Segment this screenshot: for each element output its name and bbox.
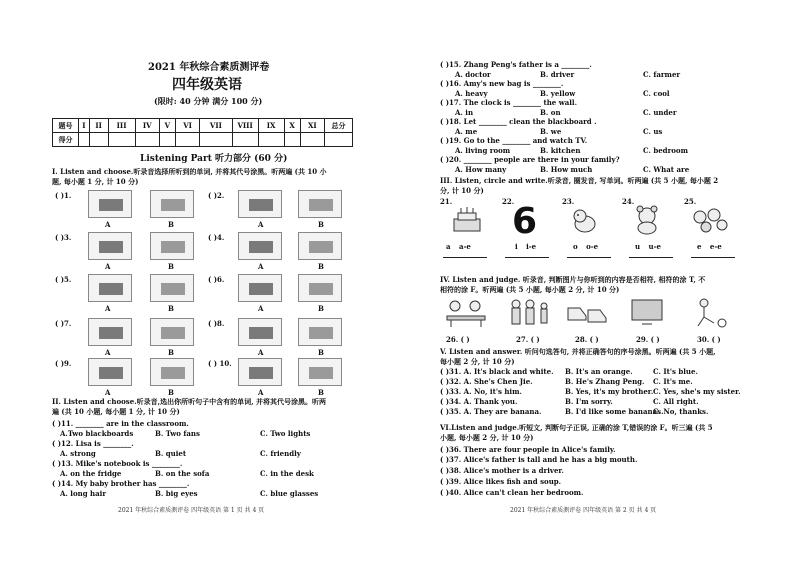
question-5-option-label[interactable]: B <box>168 304 174 313</box>
bathroom-picture-icon <box>88 318 132 346</box>
soup-picture-icon <box>298 358 342 386</box>
q32-option-c[interactable]: C. It's me. <box>653 377 693 386</box>
shoes-icon <box>566 300 608 326</box>
picture-figure <box>161 199 185 211</box>
question-9-option-label[interactable]: A <box>105 388 111 397</box>
q22-number: 22. <box>502 197 515 206</box>
picture-figure <box>309 327 333 339</box>
question-14: ( )14. My baby brother has ________. <box>52 479 190 488</box>
section-6-instructions: VI.Listen and judge.听短文, 判断句子正误, 正确的涂 T,错误的涂 F。听三遍 (共 5 <box>440 423 713 432</box>
q16-option-c[interactable]: C. cool <box>643 89 670 98</box>
score-cell[interactable] <box>159 133 175 147</box>
score-header-cell: XI <box>300 119 324 133</box>
q18-option-c[interactable]: C. us <box>643 127 663 136</box>
score-header-cell: IV <box>135 119 159 133</box>
score-cell[interactable] <box>258 133 284 147</box>
kitchen-picture-icon <box>150 318 194 346</box>
exam-title: 2021 年秋综合素质测评卷 <box>148 62 270 73</box>
chart-picture-icon <box>88 190 132 218</box>
picture-figure <box>99 283 123 295</box>
q16-option-b[interactable]: B. yellow <box>540 89 576 98</box>
q23-number: 23. <box>562 197 575 206</box>
score-row-label: 得分 <box>53 133 79 147</box>
section-3-instructions-cont: 分, 计 10 分) <box>440 186 484 195</box>
picture-figure <box>249 327 273 339</box>
score-cell[interactable] <box>79 133 90 147</box>
picture-figure <box>249 283 273 295</box>
girl-picture-icon <box>298 274 342 302</box>
score-header-cell: 题号 <box>53 119 79 133</box>
question-3-option-label[interactable]: B <box>168 262 174 271</box>
q14-option-c[interactable]: C. blue glasses <box>260 489 319 498</box>
score-cell[interactable] <box>135 133 159 147</box>
q21-number: 21. <box>440 197 453 206</box>
q12-option-b[interactable]: B. quiet <box>155 449 187 458</box>
question-2-option-label[interactable]: B <box>318 220 324 229</box>
car-picture-icon <box>238 232 282 260</box>
score-table-header-row <box>53 119 353 133</box>
question-40[interactable]: ( )40. Alice can't clean her bedroom. <box>440 488 584 497</box>
bed-picture-icon <box>298 190 342 218</box>
score-header-cell: VIII <box>232 119 258 133</box>
book-picture-icon <box>150 190 194 218</box>
section-1-instructions: I. Listen and choose.听录音选择所听到的单词, 并将其代号涂黑。听两遍 (共 10 小 <box>52 167 327 176</box>
q11-option-c[interactable]: C. Two lights <box>260 429 311 438</box>
q25-number: 25. <box>684 197 697 206</box>
question-16: ( )16. Amy's new bag is ________. <box>440 79 564 88</box>
score-table-score-row <box>53 133 353 147</box>
page-1-footer: 2021 年秋综合素质测评卷 四年级英语 第 1 页 共 4 页 <box>118 507 265 514</box>
q18-option-a[interactable]: A. me <box>455 127 478 136</box>
question-9-option-label[interactable]: B <box>168 388 174 397</box>
bear-toy-icon <box>632 205 662 235</box>
q31-option-b[interactable]: B. It's an orange. <box>565 367 633 376</box>
q32-option-b[interactable]: B. He's Zhang Peng. <box>565 377 645 386</box>
q19-option-b[interactable]: B. kitchen <box>540 146 581 155</box>
q31-option-c[interactable]: C. It's blue. <box>653 367 698 376</box>
section-6-instructions-cont: 小题, 每小题 2 分, 计 10 分) <box>440 433 534 442</box>
question-10-number[interactable]: ( ) 10. <box>208 359 232 368</box>
q26-answer[interactable]: 26. ( ) <box>446 335 470 344</box>
score-header-cell: X <box>284 119 300 133</box>
score-header-cell: 总分 <box>325 119 353 133</box>
section-3-instructions: III. Listen, circle and write.听录音, 圈发音, 写单词。听两遍 (共 5 小题, 每小题 2 <box>440 176 719 185</box>
score-header-cell: I <box>79 119 90 133</box>
picture-figure <box>99 241 123 253</box>
q12-option-a[interactable]: A. strong <box>60 449 96 458</box>
question-35[interactable]: ( )35. A. They are banana. <box>440 407 542 416</box>
picture-figure <box>161 367 185 379</box>
question-37[interactable]: ( )37. Alice's father is tall and he has a big mouth. <box>440 455 638 464</box>
question-10-option-label[interactable]: A <box>258 388 264 397</box>
q13-option-b[interactable]: B. on the sofa <box>155 469 210 478</box>
q13-option-a[interactable]: A. on the fridge <box>60 469 122 478</box>
question-19: ( )19. Go to the ________ and watch TV. <box>440 136 588 145</box>
section-2-instructions-cont: 遍 (共 10 小题, 每小题 1 分, 计 10 分) <box>52 407 180 416</box>
score-header-cell: VII <box>200 119 232 133</box>
q20-option-c[interactable]: C. What are <box>643 165 690 174</box>
table-picture-icon <box>238 190 282 218</box>
q17-option-c[interactable]: C. under <box>643 108 677 117</box>
picture-figure <box>161 327 185 339</box>
q28-answer[interactable]: 28. ( ) <box>575 335 599 344</box>
score-header-cell: III <box>108 119 135 133</box>
q11-option-a[interactable]: A.Two blackboards <box>60 429 134 438</box>
picture-figure <box>161 241 185 253</box>
question-1-option-label[interactable]: A <box>105 220 111 229</box>
question-39[interactable]: ( )39. Alice likes fish and soup. <box>440 477 562 486</box>
q27-answer[interactable]: 27. ( ) <box>516 335 540 344</box>
question-8-option-label[interactable]: A <box>258 348 264 357</box>
q17-option-b[interactable]: B. on <box>540 108 561 117</box>
q16-option-a[interactable]: A. heavy <box>455 89 488 98</box>
q29-answer[interactable]: 29. ( ) <box>636 335 660 344</box>
football-player-icon <box>690 298 730 328</box>
q13-option-c[interactable]: C. in the desk <box>260 469 314 478</box>
q11-option-b[interactable]: B. Two fans <box>155 429 200 438</box>
picture-figure <box>309 241 333 253</box>
q21-write-line[interactable] <box>443 257 487 258</box>
question-5-option-label[interactable]: A <box>105 304 111 313</box>
score-cell[interactable] <box>325 133 353 147</box>
question-6-option-label[interactable]: B <box>318 304 324 313</box>
score-table <box>52 118 353 147</box>
birthday-cake-icon <box>450 205 484 235</box>
section-4-instructions-cont: 相符的涂 F。听两遍 (共 5 小题, 每小题 2 分, 计 10 分) <box>440 285 620 294</box>
question-20: ( )20. ________ people are there in your family? <box>440 155 620 164</box>
q15-option-c[interactable]: C. farmer <box>643 70 681 79</box>
bowl-picture-icon <box>238 358 282 386</box>
score-header-cell: VI <box>175 119 199 133</box>
q18-option-b[interactable]: B. we <box>540 127 562 136</box>
score-cell[interactable] <box>175 133 199 147</box>
question-4-option-label[interactable]: A <box>258 262 264 271</box>
boy-picture-icon <box>88 274 132 302</box>
question-6-number[interactable]: ( )6. <box>208 275 225 284</box>
q24-write-line[interactable] <box>629 257 673 258</box>
question-2-option-label[interactable]: A <box>258 220 264 229</box>
picture-figure <box>309 283 333 295</box>
question-7-number[interactable]: ( )7. <box>55 319 72 328</box>
picture-figure <box>309 367 333 379</box>
tv-icon <box>630 298 664 326</box>
q23-write-line[interactable] <box>567 257 611 258</box>
score-header-cell: II <box>89 119 108 133</box>
question-8-number[interactable]: ( )8. <box>208 319 225 328</box>
exam-subtitle: 四年级英语 <box>172 77 242 93</box>
question-10-option-label[interactable]: B <box>318 388 324 397</box>
q22-letters[interactable]: i i-e <box>515 242 537 251</box>
picture-figure <box>249 367 273 379</box>
q19-option-a[interactable]: A. living room <box>455 146 511 155</box>
score-cell[interactable] <box>108 133 135 147</box>
picture-figure <box>249 241 273 253</box>
bees-flowers-icon <box>690 205 730 235</box>
question-36[interactable]: ( )36. There are four people in Alice's family. <box>440 445 616 454</box>
question-9-number[interactable]: ( )9. <box>55 359 72 368</box>
question-33[interactable]: ( )33. A. No, it's him. <box>440 387 522 396</box>
bedroom-picture-icon <box>238 318 282 346</box>
q30-answer[interactable]: 30. ( ) <box>697 335 721 344</box>
question-7-option-label[interactable]: A <box>105 348 111 357</box>
question-1-option-label[interactable]: B <box>168 220 174 229</box>
score-cell[interactable] <box>89 133 108 147</box>
q35-option-b[interactable]: B. I'd like some bananas. <box>565 407 664 416</box>
section-4-instructions: IV. Listen and judge. 听录音, 判断图片与你听到的内容是否相符, 相符的涂 T, 不 <box>440 275 706 284</box>
q15-option-a[interactable]: A. doctor <box>455 70 491 79</box>
q20-option-b[interactable]: B. How much <box>540 165 593 174</box>
picture-figure <box>99 367 123 379</box>
number-six-picture: 6 <box>512 201 538 242</box>
section-2-instructions: II. Listen and choose.听录音,选出你所听句子中含有的单词, 并将其代号涂黑。听两 <box>52 397 326 406</box>
girl-picture-icon <box>238 274 282 302</box>
picture-figure <box>249 199 273 211</box>
puppy-icon <box>570 207 600 235</box>
kids-at-desk-icon <box>445 298 487 328</box>
q14-option-b[interactable]: B. big eyes <box>155 489 198 498</box>
question-34[interactable]: ( )34. A. Thank you. <box>440 397 518 406</box>
question-32[interactable]: ( )32. A. She's Chen Jie. <box>440 377 533 386</box>
q25-write-line[interactable] <box>691 257 735 258</box>
score-header-cell: IX <box>258 119 284 133</box>
q23-letters[interactable]: o o-e <box>573 242 599 251</box>
question-8-option-label[interactable]: B <box>318 348 324 357</box>
section-5-instructions: V. Listen and answer. 听问句选答句, 并将正确答句的序号涂黑。听两遍 (共 5 小题, <box>440 347 716 356</box>
question-3-option-label[interactable]: A <box>105 262 111 271</box>
question-38[interactable]: ( )38. Alice's mother is a driver. <box>440 466 564 475</box>
question-6-option-label[interactable]: A <box>258 304 264 313</box>
listening-part-title: Listening Part 听力部分 (60 分) <box>140 154 288 164</box>
q12-option-c[interactable]: C. friendly <box>260 449 301 458</box>
notebook-picture-icon <box>88 232 132 260</box>
time-info: (限时: 40 分钟 满分 100 分) <box>154 96 263 106</box>
picture-figure <box>161 283 185 295</box>
question-11: ( )11. ________ are in the classroom. <box>52 419 189 428</box>
section-5-instructions-cont: 每小题 2 分, 计 10 分) <box>440 357 515 366</box>
picture-figure <box>309 199 333 211</box>
q24-letters[interactable]: u u-e <box>635 242 661 251</box>
bedroom-picture-icon <box>298 318 342 346</box>
question-31[interactable]: ( )31. A. It's black and white. <box>440 367 554 376</box>
score-cell[interactable] <box>200 133 232 147</box>
key-picture-icon <box>298 232 342 260</box>
q17-option-a[interactable]: A. in <box>455 108 474 117</box>
q20-option-a[interactable]: A. How many <box>455 165 507 174</box>
question-15: ( )15. Zhang Peng's father is a ________. <box>440 60 592 69</box>
question-4-number[interactable]: ( )4. <box>208 233 225 242</box>
question-7-option-label[interactable]: B <box>168 348 174 357</box>
score-cell[interactable] <box>284 133 300 147</box>
question-12: ( )12. Lisa is ________. <box>52 439 134 448</box>
q34-option-c[interactable]: C. All right. <box>653 397 699 406</box>
question-13: ( )13. Mike's notebook is ________. <box>52 459 183 468</box>
q14-option-a[interactable]: A. long hair <box>60 489 107 498</box>
q19-option-c[interactable]: C. bedroom <box>643 146 688 155</box>
question-4-option-label[interactable]: B <box>318 262 324 271</box>
picture-figure <box>99 199 123 211</box>
score-cell[interactable] <box>300 133 324 147</box>
question-17: ( )17. The clock is ________ the wall. <box>440 98 578 107</box>
question-2-number[interactable]: ( )2. <box>208 191 225 200</box>
q24-number: 24. <box>622 197 635 206</box>
q25-letters[interactable]: e e-e <box>697 242 722 251</box>
picture-figure <box>99 327 123 339</box>
question-18: ( )18. Let ________ clean the blackboard . <box>440 117 597 126</box>
question-3-number[interactable]: ( )3. <box>55 233 72 242</box>
notebook-picture-icon <box>150 232 194 260</box>
q35-option-c[interactable]: C. No, thanks. <box>653 407 709 416</box>
question-5-number[interactable]: ( )5. <box>55 275 72 284</box>
q21-letters[interactable]: a a-e <box>446 242 471 251</box>
q33-option-c[interactable]: C. Yes, she's my sister. <box>653 387 741 396</box>
question-1-number[interactable]: ( )1. <box>55 191 72 200</box>
score-header-cell: V <box>159 119 175 133</box>
q33-option-b[interactable]: B. Yes, it's my brother. <box>565 387 654 396</box>
q22-write-line[interactable] <box>505 257 549 258</box>
q34-option-b[interactable]: B. I'm sorry. <box>565 397 613 406</box>
score-cell[interactable] <box>232 133 258 147</box>
section-1-instructions-cont: 题, 每小题 1 分, 计 10 分) <box>52 177 139 186</box>
family-icon <box>508 298 552 328</box>
page-2-footer: 2021 年秋综合素质测评卷 四年级英语 第 2 页 共 4 页 <box>510 507 657 514</box>
boy-picture-icon <box>150 274 194 302</box>
fish-dish-picture-icon <box>88 358 132 386</box>
q15-option-b[interactable]: B. driver <box>540 70 575 79</box>
chicken-dish-picture-icon <box>150 358 194 386</box>
